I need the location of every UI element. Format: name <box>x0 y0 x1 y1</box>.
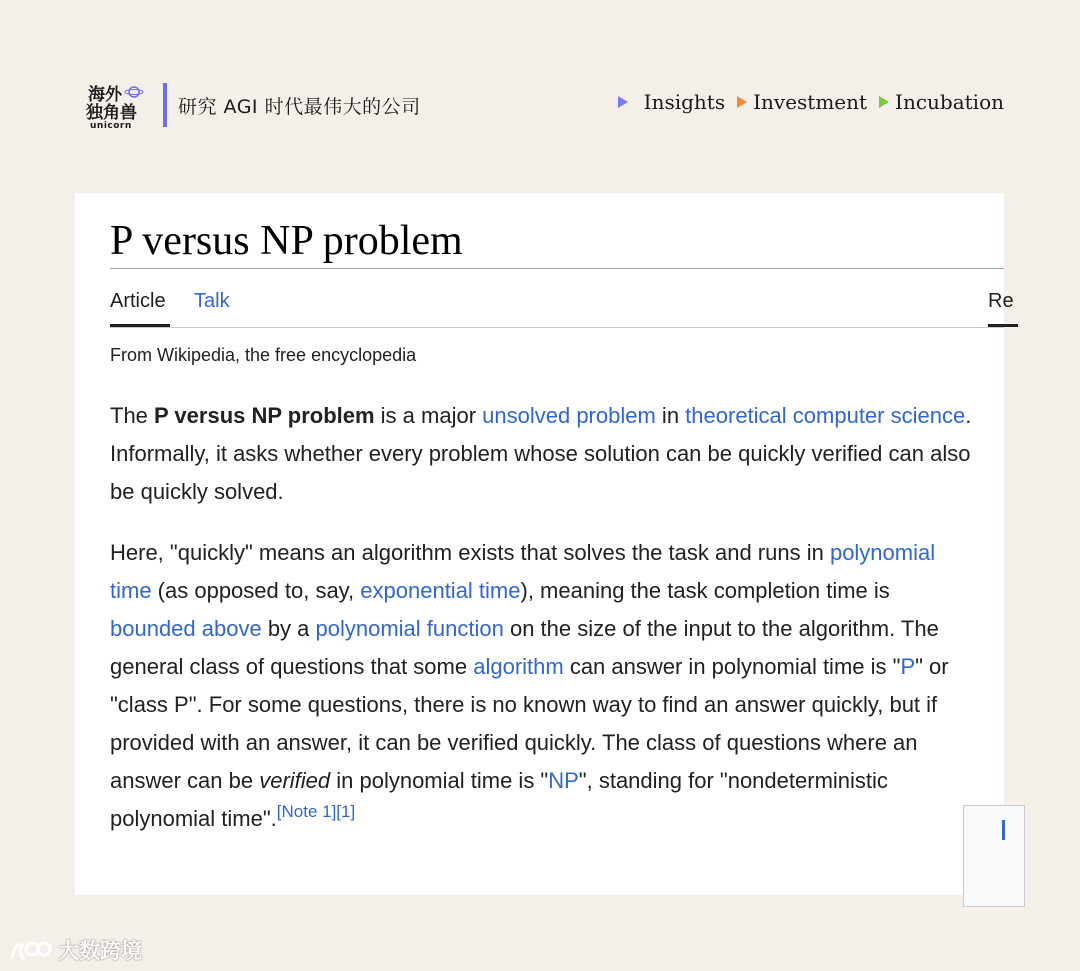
wikipedia-article-screenshot <box>75 193 1014 895</box>
title-divider <box>110 268 1004 269</box>
text: . Informally, it asks whether every problem whose solution can be quickly verified can also be quickly solved. <box>110 403 972 504</box>
triangle-right-icon <box>879 96 889 108</box>
link-theoretical-computer-science[interactable]: theoretical computer science <box>685 403 966 428</box>
text: " or "class P". For some questions, there is no known way to find an answer quickly, but if provided with an answer, it can be verified quickly. The class of questions where an answer can be <box>110 654 949 793</box>
watermark-logo-icon <box>8 935 54 965</box>
triangle-right-icon <box>618 96 628 108</box>
watermark-text: 大数跨境 <box>58 939 142 963</box>
link-polynomial-function[interactable]: polynomial function <box>315 616 504 641</box>
text: by a <box>261 616 316 641</box>
triangle-right-icon <box>737 96 747 108</box>
text: (as opposed to, say, <box>151 578 361 603</box>
text: ), meaning the task completion time is <box>520 578 890 603</box>
infobox-partial <box>963 805 1025 907</box>
italic-term: verified <box>259 768 331 793</box>
nav-insights-label: Insights <box>643 90 726 114</box>
tab-read[interactable]: Re <box>988 290 1014 312</box>
top-navigation <box>618 90 1004 114</box>
text: on the size of the input to the algorithm. The general class of questions that some <box>110 616 939 679</box>
tab-article[interactable]: Article <box>110 290 166 312</box>
tab-talk[interactable]: Talk <box>194 290 230 312</box>
nav-incubation[interactable] <box>879 90 1004 114</box>
link-exponential-time[interactable]: exponential time <box>360 578 521 603</box>
text: in polynomial time is " <box>330 768 549 793</box>
page-title: P versus NP problem <box>110 218 463 264</box>
nav-incubation-label: Incubation <box>895 90 1004 114</box>
watermark <box>8 935 142 965</box>
article-paragraph-2 <box>110 534 970 838</box>
infobox-link-fragment <box>1002 820 1005 840</box>
text: in <box>655 403 686 428</box>
link-algorithm[interactable]: algorithm <box>473 654 564 679</box>
svg-text:独角兽: 独角兽 <box>86 103 137 123</box>
link-polynomial-time[interactable]: polynomial time <box>110 540 936 603</box>
svg-text:海外: 海外 <box>88 85 122 105</box>
tabs-divider <box>110 327 1004 328</box>
text: Here, "quickly" means an algorithm exists that solves the task and runs in <box>110 540 830 565</box>
nav-insights[interactable] <box>618 90 725 114</box>
brand-tagline: 研究 AGI 时代最伟大的公司 <box>178 96 421 118</box>
article-source-note: From Wikipedia, the free encyclopedia <box>110 345 417 365</box>
article-paragraph-1 <box>110 397 990 511</box>
link-np[interactable]: NP <box>548 768 579 793</box>
bold-term: P versus NP problem <box>154 403 375 428</box>
nav-investment-label: Investment <box>753 90 868 114</box>
nav-investment[interactable] <box>737 90 867 114</box>
link-unsolved-problem[interactable]: unsolved problem <box>482 403 656 428</box>
link-bounded-above[interactable]: bounded above <box>110 616 262 641</box>
text: can answer in polynomial time is " <box>563 654 901 679</box>
link-p[interactable]: P <box>900 654 916 679</box>
logo-subtext: unicorn <box>90 121 132 131</box>
brand-divider <box>163 83 167 127</box>
reference-link[interactable]: [Note 1][1] <box>276 802 356 821</box>
text: ", standing for "nondeterministic polynomial time". <box>110 768 888 831</box>
text: is a major <box>374 403 483 428</box>
text: The <box>110 403 155 428</box>
